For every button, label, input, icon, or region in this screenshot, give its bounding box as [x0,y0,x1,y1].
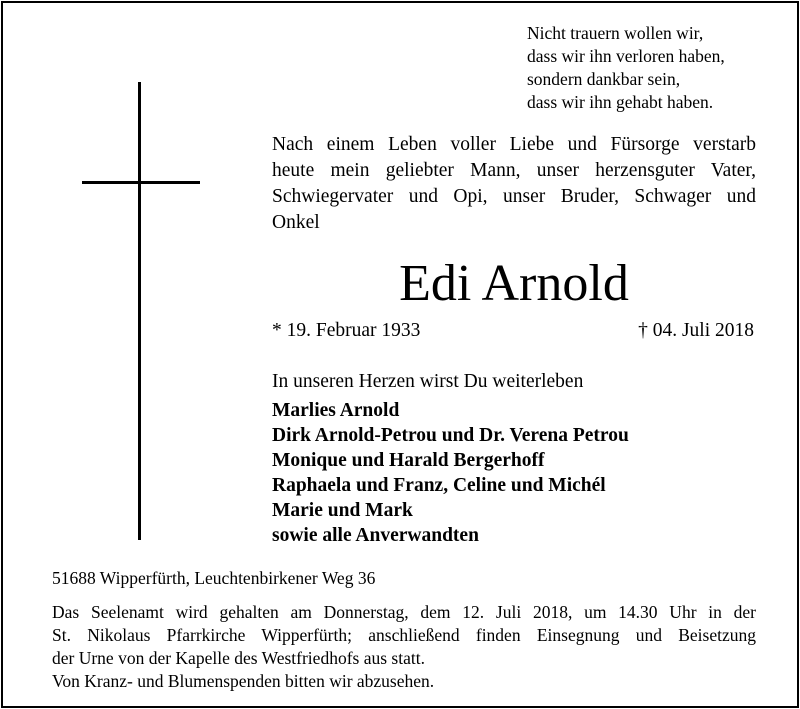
announcement-line: Onkel [272,212,320,233]
cross-vertical-bar [138,82,141,540]
mourners-list [272,398,629,548]
mourner: sowie alle Anverwandten [272,525,479,546]
poem-line: Nicht trauern wollen wir, [527,23,704,43]
family-address: 51688 Wipperfürth, Leuchtenbirkener Weg 36 [52,568,376,588]
mourner: Marlies Arnold [272,400,400,421]
death-announcement [272,132,756,236]
mourner: Dirk Arnold-Petrou und Dr. Verena Petrou [272,425,629,446]
service-line: Von Kranz- und Blumenspenden bitten wir abzusehen. [52,671,435,691]
service-line: St. Nikolaus Pfarrkirche Wipperfürth; anschließend finden Einsegnung und Beisetzung [52,625,756,645]
mourner: Raphaela und Franz, Celine und Michél [272,475,606,496]
announcement-line: Schwiegervater und Opi, unser Bruder, Schwager und [272,186,756,207]
poem [527,22,789,114]
poem-line: dass wir ihn verloren haben, [527,46,725,66]
cross-horizontal-bar [82,181,200,184]
announcement-line: Nach einem Leben voller Liebe und Fürsorge verstarb [272,134,756,155]
death-date: † 04. Juli 2018 [638,320,754,341]
mourner: Monique und Harald Bergerhoff [272,450,545,471]
poem-line: dass wir ihn gehabt haben. [527,92,714,112]
service-line: der Urne von der Kapelle des Westfriedhofs aus statt. [52,648,425,668]
service-line: Das Seelenamt wird gehalten am Donnerstag, dem 12. Juli 2018, um 14.30 Uhr in der [52,602,756,622]
birth-date: * 19. Februar 1933 [272,320,421,341]
closing-line: In unseren Herzen wirst Du weiterleben [272,371,584,392]
mourner: Marie und Mark [272,500,413,521]
announcement-line: heute mein geliebter Mann, unser herzensguter Vater, [272,160,756,181]
deceased-name: Edi Arnold [399,255,629,312]
service-details [52,601,756,693]
poem-line: sondern dankbar sein, [527,69,681,89]
